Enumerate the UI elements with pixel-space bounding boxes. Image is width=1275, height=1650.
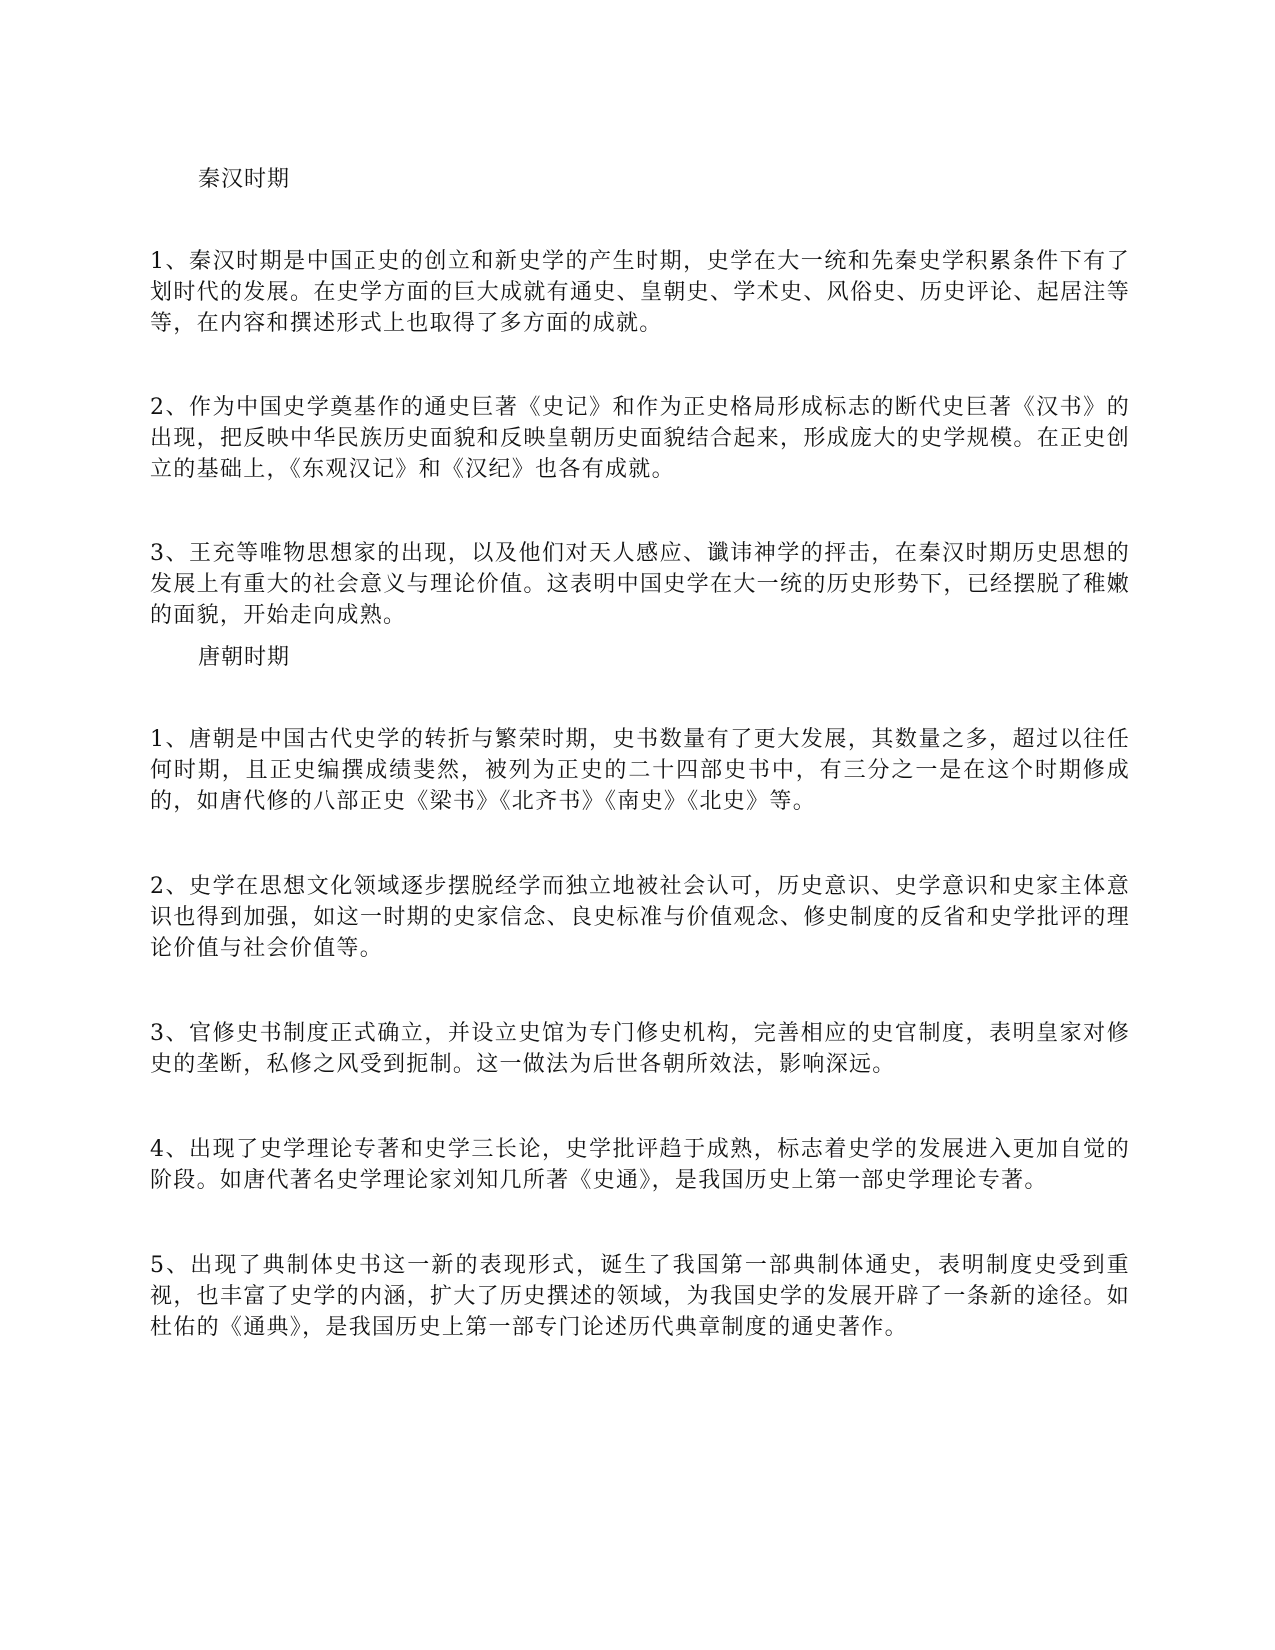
paragraph: 3、王充等唯物思想家的出现，以及他们对天人感应、谶讳神学的抨击，在秦汉时期历史思想的发展上有重大的社会意义与理论价值。这表明中国史学在大一统的历史形势下，已经摆脱了稚嫩的面貌，开始走向成熟。 xyxy=(150,541,1130,628)
document-body xyxy=(150,165,1130,1397)
paragraph: 2、作为中国史学奠基作的通史巨著《史记》和作为正史格局形成标志的断代史巨著《汉书》的出现，把反映中华民族历史面貌和反映皇朝历史面貌结合起来，形成庞大的史学规模。在正史创立的基础上，《东观汉记》和《汉纪》也各有成就。 xyxy=(150,395,1130,482)
paragraph: 1、秦汉时期是中国正史的创立和新史学的产生时期，史学在大一统和先秦史学积累条件下有了划时代的发展。在史学方面的巨大成就有通史、皇朝史、学术史、风俗史、历史评论、起居注等等，在内容和撰述形式上也取得了多方面的成就。 xyxy=(150,249,1130,336)
paragraph: 3、官修史书制度正式确立，并设立史馆为专门修史机构，完善相应的史官制度，表明皇家对修史的垄断，私修之风受到扼制。这一做法为后世各朝所效法，影响深远。 xyxy=(150,1021,1130,1077)
paragraph: 5、出现了典制体史书这一新的表现形式，诞生了我国第一部典制体通史，表明制度史受到重视，也丰富了史学的内涵，扩大了历史撰述的领域，为我国史学的发展开辟了一条新的途径。如杜佑的《通典》，是我国历史上第一部专门论述历代典章制度的通史著作。 xyxy=(150,1253,1130,1340)
section-qin-han xyxy=(150,246,1130,631)
section-heading-tang: 唐朝时期 xyxy=(198,645,291,670)
paragraph: 2、史学在思想文化领域逐步摆脱经学而独立地被社会认可，历史意识、史学意识和史家主体意识也得到加强，如这一时期的史家信念、良史标准与价值观念、修史制度的反省和史学批评的理论价值与社会价值等。 xyxy=(150,874,1130,961)
paragraph: 1、唐朝是中国古代史学的转折与繁荣时期，史书数量有了更大发展，其数量之多，超过以往任何时期，且正史编撰成绩斐然，被列为正史的二十四部史书中，有三分之一是在这个时期修成的，如唐代修的八部正史《梁书》《北齐书》《南史》《北史》等。 xyxy=(150,727,1130,814)
section-tang xyxy=(150,724,1130,1343)
paragraph: 4、出现了史学理论专著和史学三长论，史学批评趋于成熟，标志着史学的发展进入更加自觉的阶段。如唐代著名史学理论家刘知几所著《史通》，是我国历史上第一部史学理论专著。 xyxy=(150,1137,1130,1193)
section-heading-qin-han: 秦汉时期 xyxy=(198,167,291,192)
